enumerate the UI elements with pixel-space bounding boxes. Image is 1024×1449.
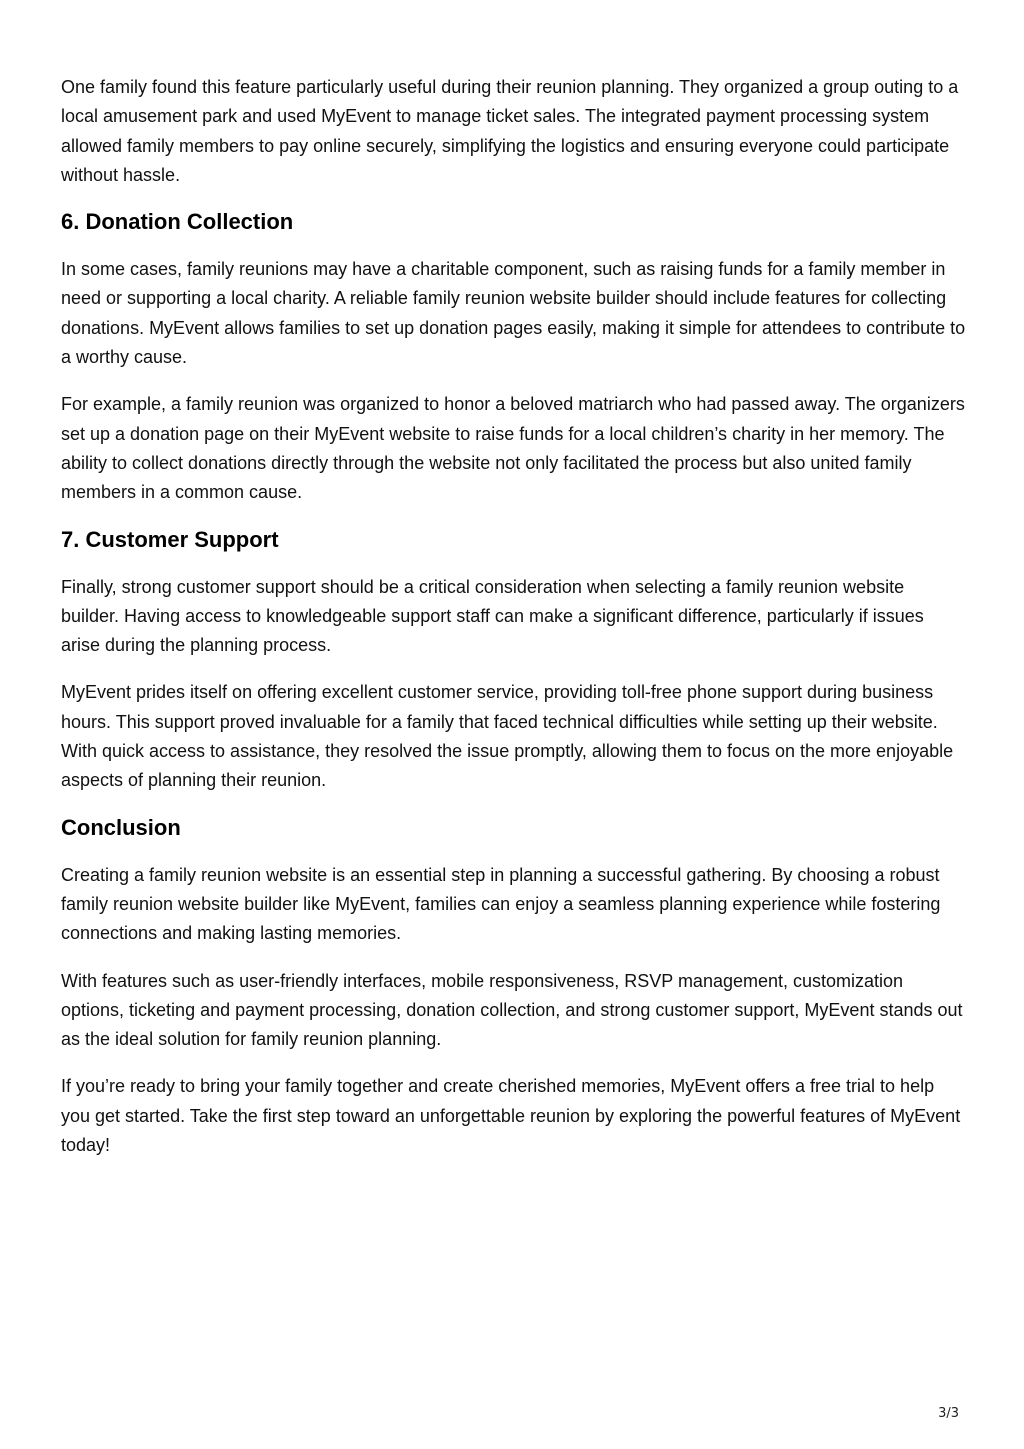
document-body (61, 73, 966, 1178)
paragraph-donation-intro: In some cases, family reunions may have a charitable component, such as raising funds for a family member in need or supporting a local charity. A reliable family reunion website builder should include features for collecting donations. MyEvent allows families to set up donation pages easily, making it simple for attendees to contribute to a worthy cause. (61, 259, 966, 368)
paragraph-conclusion-1: Creating a family reunion website is an essential step in planning a successful gathering. By choosing a robust family reunion website builder like MyEvent, families can enjoy a seamless planning experience while fostering connections and making lasting memories. (61, 864, 941, 944)
paragraph-donation-example: For example, a family reunion was organized to honor a beloved matriarch who had passed away. The organizers set up a donation page on their MyEvent website to raise funds for a local children’s charity in her memory. The ability to collect donations directly through the website not only facilitated the process but also united family members in a common cause. (61, 394, 965, 503)
paragraph-support-example: MyEvent prides itself on offering excellent customer service, providing toll-free phone support during business hours. This support proved invaluable for a family that faced technical difficulties while setting up their website. With quick access to assistance, they resolved the issue promptly, allowing them to focus on the more enjoyable aspects of planning their reunion. (61, 682, 954, 791)
heading-customer-support: 7. Customer Support (61, 526, 279, 552)
paragraph-support-intro: Finally, strong customer support should be a critical consideration when selecting a family reunion website builder. Having access to knowledgeable support staff can make a significant difference, particularly if issues arise during the planning process. (61, 576, 924, 656)
page-number: 3/3 (938, 1406, 959, 1421)
heading-conclusion: Conclusion (61, 814, 181, 840)
heading-donation-collection: 6. Donation Collection (61, 209, 294, 235)
paragraph-conclusion-3: If you’re ready to bring your family together and create cherished memories, MyEvent offers a free trial to help you get started. Take the first step toward an unforgettable reunion by exploring the powerful features of MyEvent today! (61, 1076, 961, 1156)
paragraph-conclusion-2: With features such as user-friendly interfaces, mobile responsiveness, RSVP management, customization options, ticketing and payment processing, donation collection, and strong customer support, MyEvent stands out as the ideal solution for family reunion planning. (61, 970, 963, 1050)
paragraph-ticketing-example: One family found this feature particularly useful during their reunion planning. They organized a group outing to a local amusement park and used MyEvent to manage ticket sales. The integrated payment processing system allowed family members to pay online securely, simplifying the logistics and ensuring everyone could participate without hassle. (61, 77, 959, 185)
